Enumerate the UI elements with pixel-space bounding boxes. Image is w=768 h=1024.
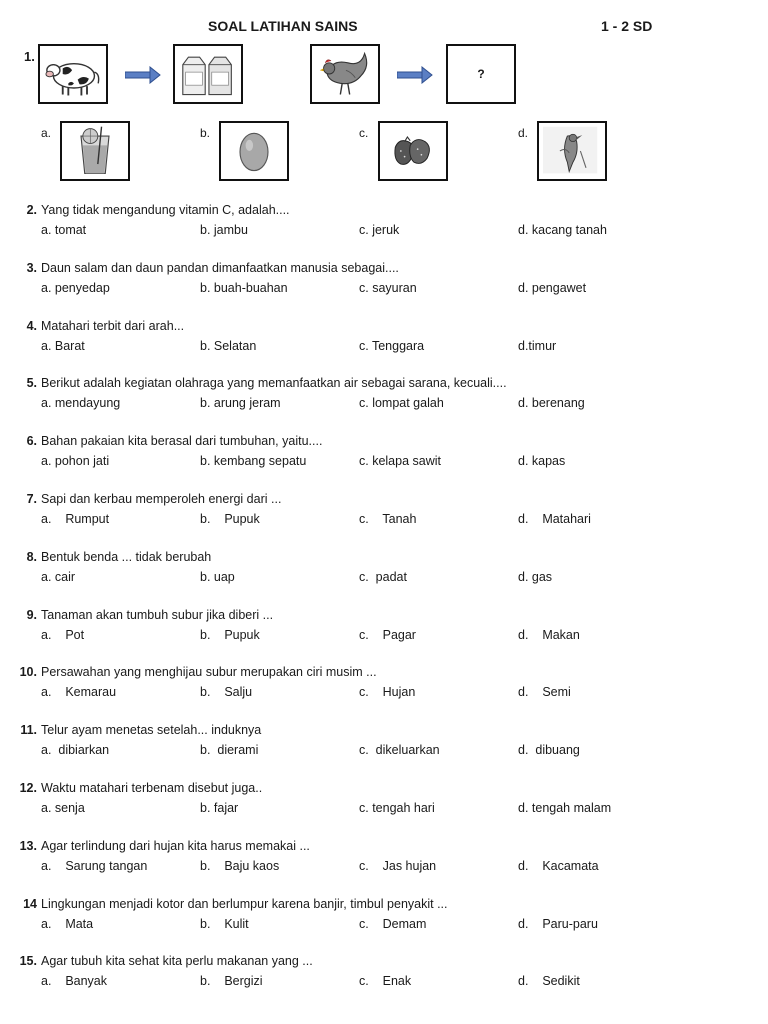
answer-option-c: c. lompat galah: [359, 396, 444, 410]
question-text: Bahan pakaian kita berasal dari tumbuhan, yaitu....: [41, 434, 323, 448]
answer-option-b: b. Pupuk: [200, 628, 260, 642]
question-text: Sapi dan kerbau memperoleh energi dari ...: [41, 492, 282, 506]
question-number: 12.: [19, 781, 37, 795]
question-number: 14: [23, 897, 37, 911]
answer-option-d: d. Semi: [518, 685, 571, 699]
answer-option-d: d. Kacamata: [518, 859, 599, 873]
answer-option-d: d. berenang: [518, 396, 585, 410]
hen-icon: [310, 44, 380, 104]
question-number: 10.: [19, 665, 37, 679]
strawberry-icon: [378, 121, 448, 181]
answer-option-d: d. Makan: [518, 628, 580, 642]
answer-option-c: c. sayuran: [359, 281, 417, 295]
page-header: [0, 18, 768, 40]
arrow-right-icon: [125, 66, 161, 84]
question-text: Tanaman akan tumbuh subur jika diberi ...: [41, 608, 274, 622]
answer-option-c: c. Tanah: [359, 512, 417, 526]
question-number: 3.: [26, 261, 37, 275]
question-text: Agar terlindung dari hujan kita harus memakai ...: [41, 839, 310, 853]
answer-option-a: a. Mata: [41, 917, 94, 931]
answer-option-a: a. dibiarkan: [41, 743, 110, 757]
answer-option-b: b. uap: [200, 570, 235, 584]
question-text: Lingkungan menjadi kotor dan berlumpur karena banjir, timbul penyakit ...: [41, 897, 448, 911]
question-item: [0, 608, 768, 648]
answer-option-b: b. Salju: [200, 685, 253, 699]
answer-option-a: a. Rumput: [41, 512, 110, 526]
answer-option-b: b. fajar: [200, 801, 239, 815]
answer-option-d: d. kapas: [518, 454, 566, 468]
question-1-number: 1.: [24, 49, 35, 64]
answer-option-b: b. Pupuk: [200, 512, 260, 526]
question-item: [0, 665, 768, 705]
question-item: [0, 897, 768, 937]
q1-option-b-letter: b.: [200, 126, 211, 140]
unknown-answer-box: [446, 44, 516, 104]
juice-glass-icon: [60, 121, 130, 181]
question-item: [0, 203, 768, 243]
question-number: 5.: [26, 376, 37, 390]
answer-option-d: d. gas: [518, 570, 553, 584]
bird-icon: [537, 121, 607, 181]
answer-option-b: b. buah-buahan: [200, 281, 288, 295]
question-item: [0, 723, 768, 763]
answer-option-b: b. Selatan: [200, 339, 257, 353]
question-text: Persawahan yang menghijau subur merupakan ciri musim ...: [41, 665, 377, 679]
grade-label: 1 - 2 SD: [601, 18, 653, 34]
answer-option-d: d. Paru-paru: [518, 917, 598, 931]
answer-option-b: b. Bergizi: [200, 974, 263, 988]
answer-option-c: c. Demam: [359, 917, 427, 931]
answer-option-d: d. dibuang: [518, 743, 580, 757]
question-item: [0, 376, 768, 416]
answer-option-c: c. tengah hari: [359, 801, 435, 815]
answer-option-c: c. jeruk: [359, 223, 400, 237]
question-item: [0, 839, 768, 879]
question-text: Yang tidak mengandung vitamin C, adalah....: [41, 203, 290, 217]
answer-option-a: a. Banyak: [41, 974, 108, 988]
q1-option-d-letter: d.: [518, 126, 529, 140]
answer-option-d: d. Matahari: [518, 512, 591, 526]
answer-option-c: c. Tenggara: [359, 339, 425, 353]
answer-option-d: d. tengah malam: [518, 801, 612, 815]
answer-option-c: c. dikeluarkan: [359, 743, 440, 757]
answer-option-a: a. Pot: [41, 628, 85, 642]
answer-option-a: a. penyedap: [41, 281, 110, 295]
answer-option-b: b. kembang sepatu: [200, 454, 307, 468]
answer-option-d: d.timur: [518, 339, 557, 353]
question-item: [0, 319, 768, 359]
answer-option-a: a. mendayung: [41, 396, 121, 410]
answer-option-a: a. tomat: [41, 223, 87, 237]
milk-carton-icon: [173, 44, 243, 104]
question-number: 6.: [26, 434, 37, 448]
question-text: Daun salam dan daun pandan dimanfaatkan manusia sebagai....: [41, 261, 399, 275]
question-number: 15.: [19, 954, 37, 968]
answer-option-a: a. pohon jati: [41, 454, 110, 468]
cow-icon: [38, 44, 108, 104]
q1-option-a-letter: a.: [41, 126, 52, 140]
question-text: Telur ayam menetas setelah... induknya: [41, 723, 262, 737]
question-item: [0, 550, 768, 590]
question-text: Bentuk benda ... tidak berubah: [41, 550, 212, 564]
question-item: [0, 781, 768, 821]
answer-option-c: c. Hujan: [359, 685, 416, 699]
answer-option-a: a. cair: [41, 570, 76, 584]
question-mark: ?: [477, 67, 485, 81]
question-number: 8.: [26, 550, 37, 564]
answer-option-d: d. pengawet: [518, 281, 587, 295]
answer-option-b: b. Kulit: [200, 917, 249, 931]
question-item: [0, 434, 768, 474]
question-text: Agar tubuh kita sehat kita perlu makanan yang ...: [41, 954, 313, 968]
arrow-right-icon: [397, 66, 433, 84]
answer-option-a: a. Kemarau: [41, 685, 117, 699]
answer-option-c: c. kelapa sawit: [359, 454, 441, 468]
answer-option-c: c. padat: [359, 570, 407, 584]
question-text: Waktu matahari terbenam disebut juga..: [41, 781, 263, 795]
answer-option-a: a. Sarung tangan: [41, 859, 148, 873]
question-text: Matahari terbit dari arah...: [41, 319, 185, 333]
answer-option-d: d. Sedikit: [518, 974, 580, 988]
question-number: 4.: [26, 319, 37, 333]
question-item: [0, 261, 768, 301]
answer-option-b: b. dierami: [200, 743, 259, 757]
answer-option-c: c. Pagar: [359, 628, 416, 642]
question-number: 2.: [26, 203, 37, 217]
egg-icon: [219, 121, 289, 181]
answer-option-c: c. Enak: [359, 974, 412, 988]
q1-option-c-letter: c.: [359, 126, 369, 140]
question-number: 13.: [19, 839, 37, 853]
question-item: [0, 954, 768, 994]
answer-option-d: d. kacang tanah: [518, 223, 607, 237]
question-number: 9.: [26, 608, 37, 622]
answer-option-b: b. jambu: [200, 223, 248, 237]
answer-option-b: b. Baju kaos: [200, 859, 280, 873]
question-number: 7.: [26, 492, 37, 506]
answer-option-c: c. Jas hujan: [359, 859, 437, 873]
answer-option-a: a. Barat: [41, 339, 85, 353]
question-number: 11.: [20, 723, 37, 737]
answer-option-b: b. arung jeram: [200, 396, 281, 410]
answer-option-a: a. senja: [41, 801, 85, 815]
page-title: SOAL LATIHAN SAINS: [208, 18, 358, 34]
question-item: [0, 492, 768, 532]
question-text: Berikut adalah kegiatan olahraga yang memanfaatkan air sebagai sarana, kecuali....: [41, 376, 507, 390]
